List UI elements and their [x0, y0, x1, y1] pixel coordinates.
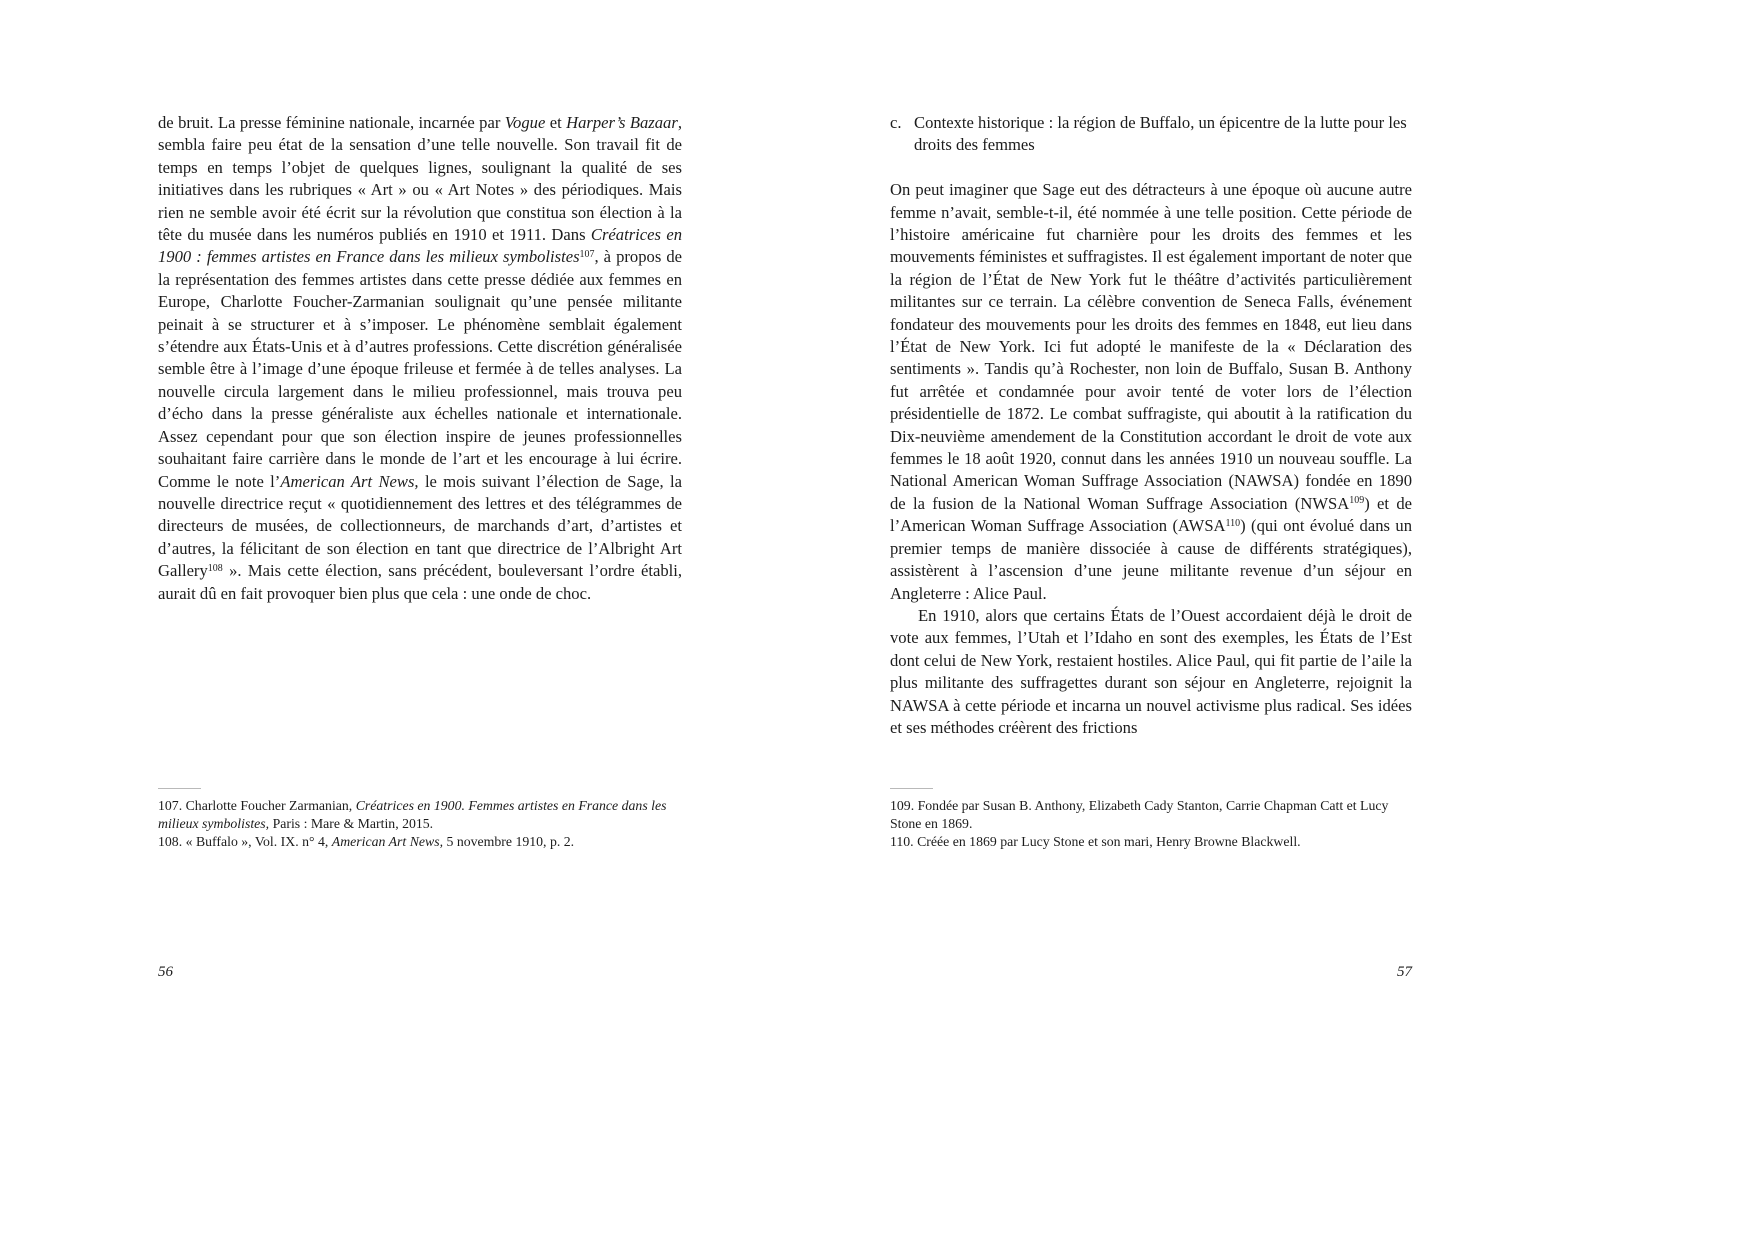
- footnote-107: 107. Charlotte Foucher Zarmanian, Créatrices en 1900. Femmes artistes en France dans les milieux symbolistes, Paris : Mare & Martin, 2015.: [158, 798, 667, 831]
- left-footnotes: [158, 788, 682, 850]
- left-body-text: [158, 112, 682, 605]
- body-paragraph: On peut imaginer que Sage eut des détracteurs à une époque où aucune autre femme n’avait, semble-t-il, été nommée à une telle position. Cette période de l’histoire américaine fut charnière pour les droits des femmes et les mouvements féministes et suffragistes. Il est également important de noter que la région de l’État de New York fut le théâtre d’activités particulièrement militantes sur ce terrain. La célèbre convention de Seneca Falls, événement fondateur des mouvements pour les droits des femmes en 1848, eut lieu dans l’État de New York. Ici fut adopté le manifeste de la « Déclaration des sentiments ». Tandis qu’à Rochester, non loin de Buffalo, Susan B. Anthony fut arrêtée et condamnée pour avoir tenté de voter lors de l’élection présidentielle de 1872. Le combat suffragiste, qui aboutit à la ratification du Dix-neuvième amendement de la Constitution accordant le droit de vote aux femmes le 18 août 1920, connut dans les années 1910 un nouveau souffle. La National American Woman Suffrage Association (NAWSA) fondée en 1890 de la fusion de la National Woman Suffrage Association (NWSA$^{109}$) et de l’American Woman Suffrage Association (AWSA$^{110}$) (qui ont évolué dans un premier temps de manière dissociée à cause de différents stratégiques), assistèrent à l’ascension d’une jeune militante revenue d’un séjour en Angleterre : Alice Paul.: [890, 180, 1412, 603]
- page-left: [158, 0, 682, 1240]
- page-number-right: 57: [1397, 964, 1412, 980]
- page-right: [890, 0, 1412, 1240]
- footnote-108: 108. « Buffalo », Vol. IX. n° 4, American Art News, 5 novembre 1910, p. 2.: [158, 833, 575, 849]
- footnote-rule: [158, 788, 201, 789]
- right-footnotes: [890, 788, 1412, 850]
- right-body-text: [890, 112, 1412, 739]
- section-heading: [890, 112, 1412, 157]
- section-heading-text: Contexte historique : la région de Buffalo, un épicentre de la lutte pour les droits des femmes: [914, 113, 1407, 155]
- section-heading-marker: c.: [890, 113, 902, 132]
- body-paragraph: En 1910, alors que certains États de l’Ouest accordaient déjà le droit de vote aux femmes, l’Utah et l’Idaho en sont des exemples, les États de l’Est dont celui de New York, restaient hostiles. Alice Paul, qui fit partie de l’aile la plus militante des suffragettes durant son séjour en Angleterre, rejoignit la NAWSA à cette période et incarna un nouvel activisme plus radical. Ses idées et ses méthodes créèrent des frictions: [890, 605, 1412, 737]
- page-number-left: 56: [158, 964, 173, 980]
- body-paragraph: de bruit. La presse féminine nationale, incarnée par Vogue et Harper’s Bazaar, sembla faire peu état de la sensation d’une telle nouvelle. Son travail fit de temps en temps l’objet de quelques lignes, soulignant la qualité de ses initiatives dans les rubriques « Art » ou « Art Notes » des périodiques. Mais rien ne semble avoir été écrit sur la révolution que constitua son élection à la tête du musée dans les numéros publiés en 1910 et 1911. Dans Créatrices en 1900 : femmes artistes en France dans les milieux symbolistes$^{107}$, à propos de la représentation des femmes artistes dans cette presse dédiée aux femmes en Europe, Charlotte Foucher-Zarmanian soulignait qu’une pensée militante peinait à se structurer et à s’imposer. Le phénomène semblait également s’étendre aux États-Unis et à d’autres professions. Cette discrétion généralisée semble être à l’image d’une époque frileuse et fermée à de telles analyses. La nouvelle circula largement dans le milieu professionnel, mais trouva peu d’écho dans la presse généraliste aux échelles nationale et internationale. Assez cependant pour que son élection inspire de jeunes professionnelles souhaitant faire carrière dans le monde de l’art et les encourage à lui écrire. Comme le note l’American Art News, le mois suivant l’élection de Sage, la nouvelle directrice reçut « quotidiennement des lettres et des télégrammes de directeurs de musées, de collectionneurs, de marchands d’art, d’artistes et d’autres, la félicitant de son élection en tant que directrice de l’Albright Art Gallery$^{108}$ ». Mais cette élection, sans précédent, bouleversant l’ordre établi, aurait dû en fait provoquer bien plus que cela : une onde de choc.: [158, 113, 682, 603]
- footnote-110: 110. Créée en 1869 par Lucy Stone et son mari, Henry Browne Blackwell.: [890, 833, 1301, 849]
- footnote-109: 109. Fondée par Susan B. Anthony, Elizabeth Cady Stanton, Carrie Chapman Catt et Lucy Stone en 1869.: [890, 798, 1389, 831]
- footnote-rule: [890, 788, 933, 789]
